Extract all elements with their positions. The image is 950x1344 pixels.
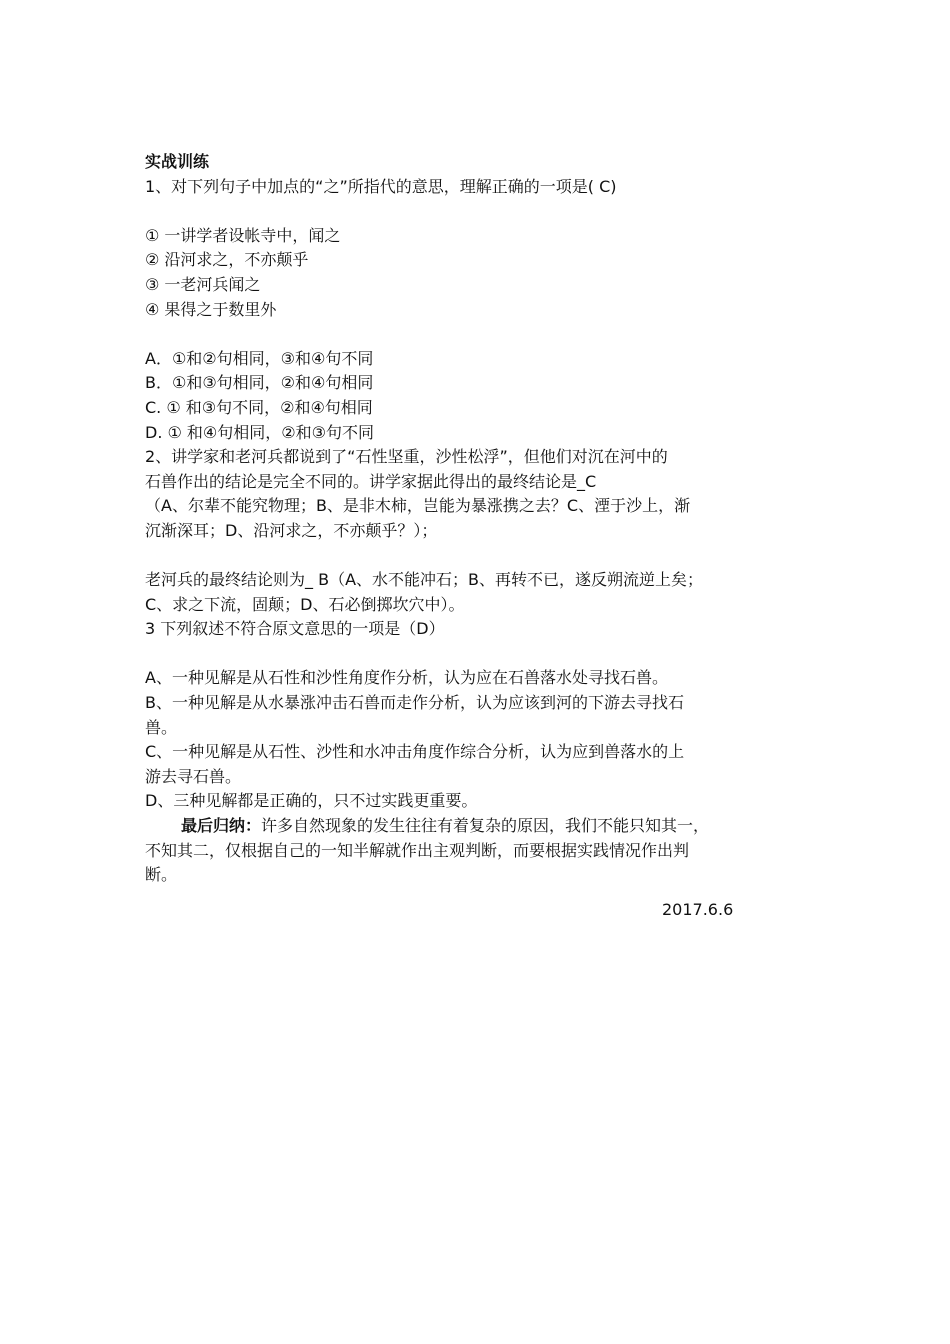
question-1-option: C. ① 和③句不同，②和④句相同 <box>145 397 373 417</box>
question-1-sentence: ② 沿河求之，不亦颠乎 <box>145 250 309 270</box>
summary-lead: 最后归纳： <box>181 816 262 836</box>
summary-line: 断。 <box>145 865 178 885</box>
document-body <box>145 150 825 888</box>
question-2-line: （A、尔辈不能究物理；B、是非木柿，岂能为暴涨携之去？C、湮于沙上，渐 <box>145 496 691 516</box>
blank-line <box>145 322 825 347</box>
question-1-sentence: ④ 果得之于数里外 <box>145 299 277 319</box>
question-1-stem: 1、对下列句子中加点的“之”所指代的意思，理解正确的一项是( C) <box>145 176 617 196</box>
blank-line <box>145 199 825 224</box>
question-2-line: 沉渐深耳；D、沿河求之，不亦颠乎？）； <box>145 520 438 540</box>
question-3-option: B、一种见解是从水暴涨冲击石兽而走作分析，认为应该到河的下游去寻找石 <box>145 693 684 713</box>
question-3-option: C、一种见解是从石性、沙性和水冲击角度作综合分析，认为应到兽落水的上 <box>145 742 685 762</box>
question-2-line: 2、讲学家和老河兵都说到了“石性坚重，沙性松浮”，但他们对沉在河中的 <box>145 447 668 467</box>
question-2-line: 老河兵的最终结论则为_ B（A、水不能冲石；B、再转不已，遂反朔流逆上矣； <box>145 570 703 590</box>
question-1-option: D. ① 和④句相同，②和③句不同 <box>145 422 374 442</box>
blank-line <box>145 642 825 667</box>
question-3-option: 兽。 <box>145 717 178 737</box>
question-1-sentence: ① 一讲学者设帐寺中，闻之 <box>145 225 341 245</box>
document-date: 2017.6.6 <box>662 900 734 919</box>
question-3-option: D、三种见解都是正确的，只不过实践更重要。 <box>145 791 478 811</box>
question-2-line: 石兽作出的结论是完全不同的。讲学家据此得出的最终结论是_C <box>145 471 597 491</box>
blank-line <box>145 544 825 569</box>
summary-text: 许多自然现象的发生往往有着复杂的原因，我们不能只知其一， <box>261 816 710 836</box>
question-3-option: 游去寻石兽。 <box>145 766 242 786</box>
question-2-line: C、求之下流，固颠；D、石必倒掷坎穴中）。 <box>145 594 465 614</box>
section-title: 实战训练 <box>145 152 210 171</box>
question-3-option: A、一种见解是从石性和沙性角度作分析，认为应在石兽落水处寻找石兽。 <box>145 668 668 688</box>
question-1-option: B．①和③句相同，②和④句相同 <box>145 373 374 393</box>
question-1-sentence: ③ 一老河兵闻之 <box>145 274 261 294</box>
question-3-stem: 3 下列叙述不符合原文意思的一项是（D） <box>145 619 445 639</box>
question-1-option: A．①和②句相同，③和④句不同 <box>145 348 374 368</box>
summary-line: 不知其二，仅根据自己的一知半解就作出主观判断，而要根据实践情况作出判 <box>145 840 690 860</box>
summary-line <box>145 814 825 839</box>
